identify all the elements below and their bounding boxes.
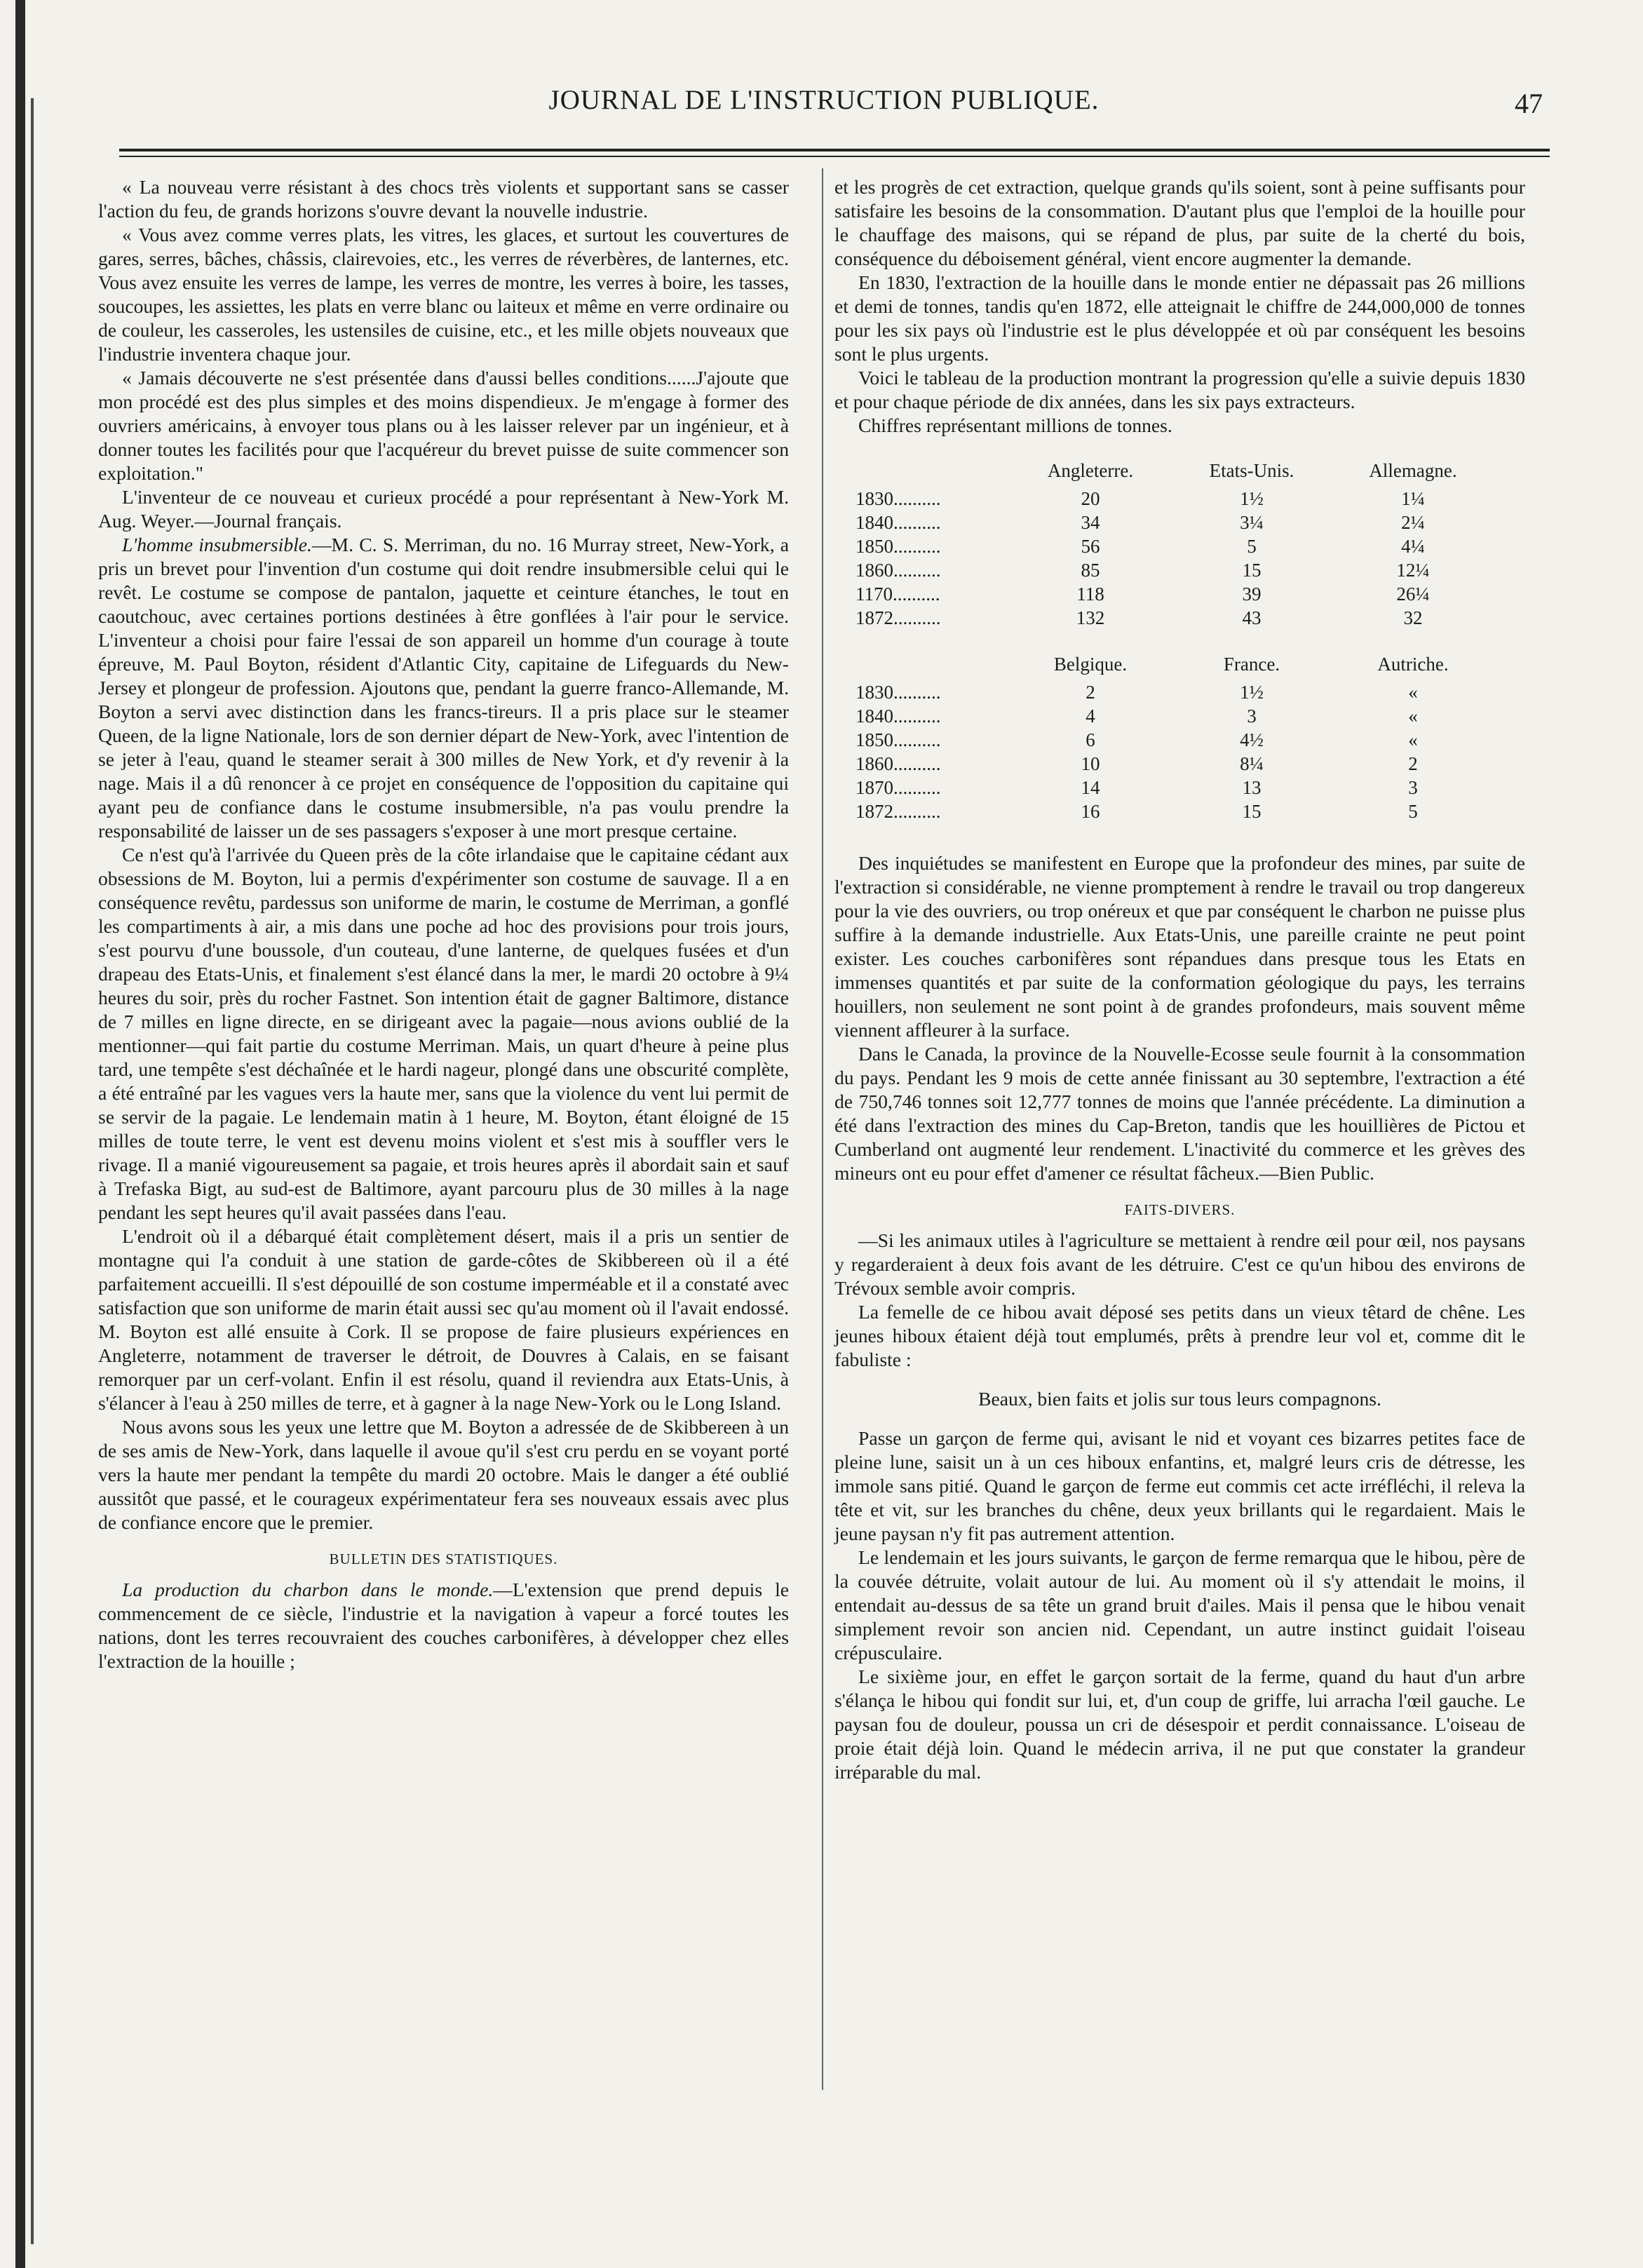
table-cell: 1830..........: [856, 488, 941, 509]
paragraph: La femelle de ce hibou avait déposé ses petits dans un vieux têtard de chêne. Les jeunes hiboux étaient déjà tout emplumés, prêts à prendre leur vol et, comme dit le fabuliste :: [834, 1301, 1525, 1370]
table-row: [848, 680, 1494, 704]
table-cell: 32: [1403, 607, 1423, 628]
page-number: 47: [1515, 88, 1543, 119]
table-header-cell: [848, 640, 1010, 680]
table-cell: 15: [1242, 801, 1262, 822]
table-cell: 13: [1242, 777, 1262, 798]
table-cell: 1860..........: [856, 753, 941, 774]
article-text: —M. C. S. Merriman, du no. 16 Murray street, New-York, a pris un brevet pour l'invention d'un costume qui doit rendre insubmersible celui qui le revêt. Le costume se compose de pantalon, jaquette et ceinture étanches, le tout en caoutchouc, avec certaines portions destinées à être gonflées à l'air pour le service. L'inventeur a choisi pour faire l'essai de son appareil un homme d'un courage à toute épreuve, M. Paul Boyton, résident d'Atlantic City, capitaine de Lifeguards du New-Jersey et plongeur de profession. Ajoutons que, pendant la guerre franco-Allemande, M. Boyton a servi avec distinction dans les francs-tireurs. Il a pris place sur le steamer Queen, de la ligne Nationale, lors de son dernier départ de New-York, avec l'intention de se jeter à l'eau, quand le steamer serait à 300 milles de New York, et d'y revenir à la nage. Mais il a dû renoncer à ce projet en conséquence de l'opposition du capitaine qui ayant peu de confiance dans le costume insubmersible, n'a pas voulu prendre la responsabilité de laisser un de ses passagers s'exposer à une mort presque certaine.: [98, 534, 789, 842]
page-header: [119, 84, 1543, 126]
table-row: [848, 511, 1494, 534]
table-cell: 5: [1408, 801, 1418, 822]
table-cell: 3: [1247, 706, 1257, 727]
table-row: [848, 558, 1494, 582]
article-charbon: [98, 1578, 789, 1673]
table-cell: 1½: [1240, 682, 1264, 703]
table-header-cell: Belgique.: [1053, 654, 1128, 675]
header-rule: [119, 149, 1550, 157]
table-caption: Chiffres représentant millions de tonnes.: [858, 414, 1172, 436]
table-cell: 1830..........: [856, 682, 941, 703]
paragraph: « Vous avez comme verres plats, les vitres, les glaces, et surtout les couvertures de gares, serres, bâches, châssis, clairevoies, etc., les verres de réverbères, de lanternes, etc. Vous avez ensuite les verres de lampe, les verres de montre, les verres à boire, les tasses, soucoupes, les assiettes, les plats en verre blanc ou laiteux et même en verre ordinaire ou de couleur, les casseroles, les ustensiles de cuisine, etc., et les mille objets nouveaux que l'industrie inventera chaque jour.: [98, 224, 789, 365]
paragraph: L'endroit où il a débarqué était complètement désert, mais il a pris un sentier de montagne qui l'a conduit à une station de garde-côtes de Skibbereen où il a été parfaitement accueilli. Il s'est dépouillé de son costume imperméable et il a constaté avec satisfaction que son uniforme de marin était aussi sec qu'au moment où il l'avait endossé. M. Boyton est allé ensuite à Cork. Il se propose de faire plusieurs expériences en Angleterre, notamment de traverser le détroit, de Douvres à Calais, en se faisant remorquer par un cerf-volant. Enfin il est résolu, quand il reviendra aux Etats-Unis, à s'élancer à l'eau à 250 milles de terre, et à gagner à la nage New-York ou le Long Island.: [98, 1225, 789, 1414]
table-header-row: [848, 446, 1494, 487]
paragraph: « Jamais découverte ne s'est présentée dans d'aussi belles conditions......J'ajoute que mon procédé est des plus simples et des moins dispendieux. Je m'engage à former des ouvriers américains, à envoyer tous plans ou à les laisser relever par un ingénieur, et à donner toutes les facilités pour que l'acquéreur du brevet puisse de suite commencer son exploitation.": [98, 367, 789, 484]
right-column: [834, 175, 1525, 1784]
table-cell: 1850..........: [856, 536, 941, 557]
paragraph: Ce n'est qu'à l'arrivée du Queen près de la côte irlandaise que le capitaine cédant aux obsessions de M. Boyton, lui a permis d'expérimenter son costume de sauvage. Il a en conséquence revêtu, pardessus son uniforme de marin, le costume de Merriman, a gonflé les compartiments à air, a mis dans une poche ad hoc des provisions pour trois jours, s'est pourvu d'une boussole, d'un couteau, d'une lanterne, de quelques fusées et d'un drapeau des Etats-Unis, et finalement s'est élancé dans la mer, le mardi 20 octobre à 9¼ heures du soir, près du rocher Fastnet. Son intention était de gagner Baltimore, distance de 7 milles en ligne directe, en se dirigeant avec la pagaie—nous avions oublié de la mentionner—qui fait partie du costume Merriman. Mais, un quart d'heure à peine plus tard, une tempête s'est déchaînée et le hardi nageur, plongé dans une obscurité complète, a été entraîné par les vagues vers la haute mer, sans que la violence du vent lui permit de se servir de la pagaie. Le lendemain matin à 1 heure, M. Boyton, étant éloigné de 15 milles de toute terre, le vent est devenu moins violent et s'est mis à souffler vers le rivage. Il a manié vigoureusement sa pagaie, et trois heures après il abordait sain et sauf à Trefaska Bigt, au sud-est de Baltimore, ayant parcouru plus de 30 milles à la nage pendant les sept heures qu'il avait passées dans l'eau.: [98, 844, 789, 1223]
table-row: [848, 799, 1494, 823]
table-cell: 4½: [1240, 729, 1264, 750]
table-cell: 1860..........: [856, 560, 941, 581]
table-cell: 1¼: [1401, 488, 1425, 509]
coal-table-1: [834, 446, 1525, 630]
table-cell: 1840..........: [856, 512, 941, 533]
table-header-cell: Allemagne.: [1369, 460, 1457, 481]
table-cell: 14: [1081, 777, 1100, 798]
article-insubmersible: [98, 533, 789, 843]
table-row: [848, 776, 1494, 799]
table-cell: 2: [1086, 682, 1095, 703]
page-binding-line: [31, 98, 34, 2244]
table-cell: 3: [1408, 777, 1418, 798]
section-heading-faits-divers: FAITS-DIVERS.: [1124, 1201, 1236, 1218]
table-cell: 132: [1076, 607, 1105, 628]
table-cell: 34: [1081, 512, 1100, 533]
paragraph: et les progrès de cet extraction, quelque grands qu'ils soient, sont à peine suffisants pour satisfaire les besoins de la consommation. D'autant plus que l'emploi de la houille pour le chauffage des maisons, qui se répand de plus, par suite de la cherté du bois, conséquence du déboisement général, vient encore augmenter la demande.: [834, 176, 1525, 269]
paragraph: L'inventeur de ce nouveau et curieux procédé a pour représentant à New-York M. Aug. Weyer.—Journal français.: [98, 486, 789, 532]
table-cell: «: [1408, 682, 1418, 703]
table-row: [848, 582, 1494, 606]
table-row: [848, 752, 1494, 776]
table-cell: 5: [1247, 536, 1257, 557]
table-cell: 1872..........: [856, 607, 941, 628]
table-cell: 1870..........: [856, 777, 941, 798]
table-cell: 12¼: [1396, 560, 1430, 581]
section-heading-statistics: BULLETIN DES STATISTIQUES.: [329, 1551, 558, 1567]
paragraph: En 1830, l'extraction de la houille dans le monde entier ne dépassait pas 26 millions et demi de tonnes, tandis qu'en 1872, elle atteignait le chiffre de 244,000,000 de tonnes pour les six pays où l'industrie est le plus développée et où par conséquent les besoins sont le plus urgents.: [834, 271, 1525, 365]
table-cell: 10: [1081, 753, 1100, 774]
table-row: [848, 534, 1494, 558]
table-cell: 3¼: [1240, 512, 1264, 533]
table-header-cell: Etats-Unis.: [1209, 460, 1294, 481]
table-row: [848, 728, 1494, 752]
table-row: [848, 704, 1494, 728]
table-cell: 1872..........: [856, 801, 941, 822]
paragraph: Passe un garçon de ferme qui, avisant le nid et voyant ces bizarres petites face de pleine lune, saisit un à un ces hiboux enfantins, et, malgré leurs cris de détresse, les immole sans pitié. Quand le garçon de ferme eut commis cet acte irréfléchi, il releva la tête et vit, sur les branches du chêne, deux yeux brillants qui le regardaient. Mais le jeune paysan n'y fit pas autrement attention.: [834, 1427, 1525, 1544]
table-cell: 118: [1076, 583, 1104, 605]
table-cell: «: [1408, 706, 1418, 727]
paragraph: Nous avons sous les yeux une lettre que M. Boyton a adressée de de Skibbereen à un de ses amis de New-York, dans laquelle il avoue qu'il s'est cru perdu en se voyant porté vers la haute mer pendant la tempête du mardi 20 octobre. Mais le danger a été oublié aussitôt que passé, et le courageux expérimentateur fera ses nouveaux essais avec plus de confiance encore que le premier.: [98, 1416, 789, 1533]
table-cell: 43: [1242, 607, 1262, 628]
paragraph: Voici le tableau de la production montrant la progression qu'elle a suivie depuis 1830 et pour chaque période de dix années, dans les six pays extracteurs.: [834, 367, 1525, 412]
table-cell: 1½: [1240, 488, 1264, 509]
table-header-cell: Angleterre.: [1047, 460, 1134, 481]
table-cell: 1850..........: [856, 729, 941, 750]
coal-table-2: [834, 640, 1525, 823]
table-cell: 56: [1081, 536, 1100, 557]
article-lead: L'homme insubmersible.: [122, 534, 312, 555]
table-cell: 4¼: [1401, 536, 1425, 557]
table-header-cell: Autriche.: [1377, 654, 1449, 675]
paragraph: Le lendemain et les jours suivants, le garçon de ferme remarqua que le hibou, père de la couvée détruite, volait autour de lui. Au moment où il s'y attendait le moins, il entendait au-dessus de sa tête un grand bruit d'ailes. Mais il pensa que le hibou venait simplement revoir son ancien nid. Cependant, un autre instinct guidait l'oiseau crépusculaire.: [834, 1546, 1525, 1663]
verse-quote: Beaux, bien faits et jolis sur tous leurs compagnons.: [978, 1388, 1381, 1410]
column-divider: [822, 168, 823, 2090]
table-cell: 1170..........: [856, 583, 940, 605]
table-cell: 2: [1408, 753, 1418, 774]
table-row: [848, 487, 1494, 511]
table-cell: 1840..........: [856, 706, 941, 727]
paragraph: « La nouveau verre résistant à des chocs très violents et supportant sans se casser l'action du feu, de grands horizons s'ouvre devant la nouvelle industrie.: [98, 176, 789, 222]
article-lead: La production du charbon dans le monde.: [122, 1579, 494, 1600]
table-row: [848, 606, 1494, 630]
table-cell: 4: [1086, 706, 1095, 727]
table-header-row: [848, 640, 1494, 680]
page-binding-edge: [15, 0, 25, 2268]
table-cell: «: [1408, 729, 1418, 750]
table-cell: 2¼: [1401, 512, 1425, 533]
article-text: —L'extension que prend depuis le commencement de ce siècle, l'industrie et la navigation à vapeur a forcé toutes les nations, dont les terres recouvraient des couches carbonifères, à développer chez elles l'extraction de la houille ;: [98, 1579, 789, 1672]
table-header-cell: France.: [1223, 654, 1280, 675]
table-header-cell: [848, 446, 1010, 487]
paragraph: —Si les animaux utiles à l'agriculture se mettaient à rendre œil pour œil, nos paysans y regarderaient à deux fois avant de les détruire. C'est ce qu'un hibou des environs de Trévoux semble avoir compris.: [834, 1229, 1525, 1299]
table-cell: 15: [1242, 560, 1262, 581]
paragraph: Des inquiétudes se manifestent en Europe que la profondeur des mines, par suite de l'extraction si considérable, ne vienne promptement à rendre le travail ou trop dangereux pour la vie des ouvriers, ou trop onéreux et que par conséquent le charbon ne puisse plus suffire à la demande industrielle. Aux Etats-Unis, une pareille crainte ne peut point exister. Les couches carbonifères sont répandues dans presque tous les Etats en immenses quantités et par suite de la conformation géologique du pays, les terrains houillers, non seulement ne sont point à de grandes profondeurs, mais souvent même viennent affleurer à la surface.: [834, 852, 1525, 1041]
paragraph: Le sixième jour, en effet le garçon sortait de la ferme, quand du haut d'un arbre s'élança le hibou qui fondit sur lui, et, d'un coup de griffe, lui arracha l'œil gauche. Le paysan fou de douleur, poussa un cri de désespoir et perdit connaissance. L'oiseau de proie était déjà loin. Quand le médecin arriva, il ne put que constater la grandeur irréparable du mal.: [834, 1666, 1525, 1783]
left-column: [98, 175, 789, 1673]
table-cell: 6: [1086, 729, 1095, 750]
table-cell: 8¼: [1240, 753, 1264, 774]
journal-title: JOURNAL DE L'INSTRUCTION PUBLIQUE.: [548, 85, 1100, 115]
table-cell: 16: [1081, 801, 1100, 822]
table-cell: 85: [1081, 560, 1100, 581]
table-cell: 20: [1081, 488, 1100, 509]
paragraph: Dans le Canada, la province de la Nouvelle-Ecosse seule fournit à la consommation du pays. Pendant les 9 mois de cette année finissant au 30 septembre, l'extraction a été de 750,746 tonnes soit 12,777 tonnes de moins que l'année précédente. La diminution a été dans l'extraction des mines du Cap-Breton, tandis que les houillières de Pictou et Cumberland ont augmenté leur rendement. L'inactivité du commerce et les grèves des mineurs ont eu pour effet d'amener ce résultat fâcheux.—Bien Public.: [834, 1043, 1525, 1184]
table-cell: 39: [1242, 583, 1262, 605]
table-cell: 26¼: [1396, 583, 1430, 605]
